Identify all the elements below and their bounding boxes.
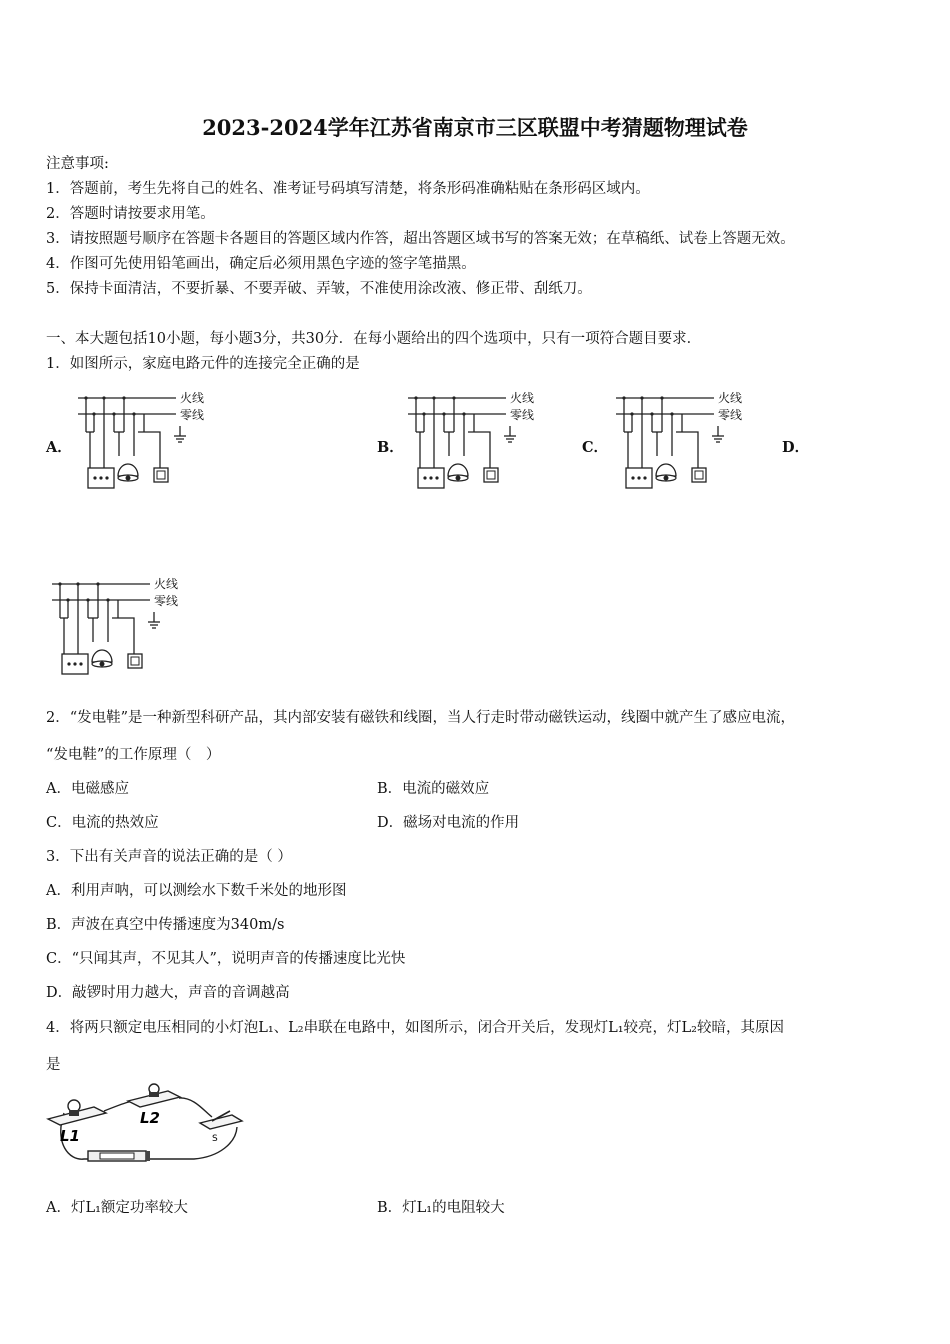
section-heading: 一、本大题包括10小题，每小题3分，共30分．在每小题给出的四个选项中，只有一项符合题目要求．: [46, 331, 702, 347]
socket-hole: [631, 476, 634, 479]
junction-dot: [122, 396, 125, 399]
lamp-bulb: [126, 476, 131, 481]
junction-dot: [452, 396, 455, 399]
lamp-shade: [118, 464, 138, 476]
junction-dot: [630, 412, 633, 415]
q1-diagram-c: [614, 386, 759, 494]
q1-diagram-a: [76, 386, 221, 494]
junction-dot: [660, 396, 663, 399]
notice-item-1: 1．答题前，考生先将自己的姓名、准考证号码填写清楚，将条形码准确粘贴在条形码区域内。: [46, 181, 650, 197]
q4-circuit-diagram: [44, 1083, 244, 1168]
socket-hole: [435, 476, 438, 479]
q1-option-b-label: B．: [377, 439, 404, 456]
q1-diagram-d: [50, 572, 195, 680]
q2-option-c: C．电流的热效应: [46, 815, 159, 831]
lamp-bulb: [664, 476, 669, 481]
q4-stem-line2: 是: [46, 1057, 61, 1073]
live-wire-label: 火线: [180, 391, 205, 405]
junction-dot: [106, 598, 109, 601]
q1-option-d-label: D．: [782, 439, 810, 456]
junction-dot: [414, 396, 417, 399]
q3-option-c: C．“只闻其声，不见其人”，说明声音的传播速度比光快: [46, 951, 406, 967]
switch-wire: [138, 432, 160, 468]
socket-hole: [637, 476, 640, 479]
neutral-wire-label: 零线: [510, 408, 535, 422]
q1-diagram-b: [406, 386, 551, 494]
switch-wire: [676, 432, 698, 468]
socket-hole: [643, 476, 646, 479]
junction-dot: [442, 412, 445, 415]
live-wire-label: 火线: [510, 391, 535, 405]
junction-dot: [422, 412, 425, 415]
socket-hole: [423, 476, 426, 479]
lamp-bulb: [100, 662, 105, 667]
notice-item-5: 5．保持卡面清洁，不要折暴、不要弄破、弄皱，不准使用涂改液、修正带、刮纸刀。: [46, 281, 592, 297]
junction-dot: [102, 396, 105, 399]
q2-stem-line1: 2．“发电鞋”是一种新型科研产品，其内部安装有磁铁和线圈，当人行走时带动磁铁运动，线圈中就产生了感应电流，: [46, 710, 796, 726]
q4-label-l1: L1: [60, 1127, 80, 1145]
socket-hole: [79, 662, 82, 665]
socket-hole: [105, 476, 108, 479]
switch-key: [131, 657, 139, 665]
junction-dot: [66, 598, 69, 601]
lamp-shade: [656, 464, 676, 476]
junction-dot: [650, 412, 653, 415]
switch-wire: [468, 432, 490, 468]
live-wire-label: 火线: [718, 391, 743, 405]
junction-dot: [96, 582, 99, 585]
q2-option-a: A．电磁感应: [46, 781, 129, 797]
notice-item-4: 4．作图可先使用铅笔画出，确定后必须用黑色字迹的签字笔描黑。: [46, 256, 476, 272]
q4-option-b: B．灯L₁的电阻较大: [377, 1200, 505, 1216]
q3-stem: 3．下出有关声音的说法正确的是（ ）: [46, 849, 292, 865]
q4-label-l2: L2: [140, 1109, 160, 1127]
q3-option-a: A．利用声呐，可以测绘水下数千米处的地形图: [46, 883, 347, 899]
q1-option-c-label: C．: [582, 439, 609, 456]
neutral-wire-label: 零线: [180, 408, 205, 422]
junction-dot: [670, 412, 673, 415]
socket-hole: [67, 662, 70, 665]
junction-dot: [432, 396, 435, 399]
junction-dot: [86, 598, 89, 601]
page-title: 2023-2024学年江苏省南京市三区联盟中考猜题物理试卷: [202, 115, 748, 140]
lamp-shade: [92, 650, 112, 662]
q2-stem-line2: “发电鞋”的工作原理（ ）: [46, 747, 221, 763]
junction-dot: [58, 582, 61, 585]
socket-hole: [99, 476, 102, 479]
socket-hole: [429, 476, 432, 479]
switch-key: [487, 471, 495, 479]
q1-option-a-label: A．: [46, 439, 72, 456]
notice-item-2: 2．答题时请按要求用笔。: [46, 206, 215, 222]
switch-key: [695, 471, 703, 479]
notice-heading: 注意事项:: [46, 156, 109, 172]
lamp-shade: [448, 464, 468, 476]
q4-label-switch: S: [212, 1134, 218, 1144]
neutral-wire-label: 零线: [154, 594, 179, 608]
q2-option-d: D．磁场对电流的作用: [377, 815, 520, 831]
lamp-bulb: [456, 476, 461, 481]
switch-key: [157, 471, 165, 479]
neutral-wire-label: 零线: [718, 408, 743, 422]
socket-hole: [73, 662, 76, 665]
junction-dot: [84, 396, 87, 399]
switch-wire: [112, 618, 134, 654]
q3-option-d: D．敲锣时用力越大，声音的音调越高: [46, 985, 290, 1001]
q4-option-a: A．灯L₁额定功率较大: [46, 1200, 188, 1216]
junction-dot: [112, 412, 115, 415]
junction-dot: [132, 412, 135, 415]
q3-option-b: B．声波在真空中传播速度为340m/s: [46, 917, 285, 933]
junction-dot: [76, 582, 79, 585]
q2-option-b: B．电流的磁效应: [377, 781, 490, 797]
q4-stem-line1: 4．将两只额定电压相同的小灯泡L₁、L₂串联在电路中，如图所示，闭合开关后，发现灯L₁较亮，灯L₂较暗，其原因: [46, 1020, 784, 1036]
junction-dot: [462, 412, 465, 415]
notice-item-3: 3．请按照题号顺序在答题卡各题目的答题区域内作答，超出答题区域书写的答案无效；在草稿纸、试卷上答题无效。: [46, 231, 795, 247]
live-wire-label: 火线: [154, 577, 179, 591]
junction-dot: [622, 396, 625, 399]
socket-hole: [93, 476, 96, 479]
junction-dot: [92, 412, 95, 415]
junction-dot: [640, 396, 643, 399]
q1-stem: 1．如图所示，家庭电路元件的连接完全正确的是: [46, 356, 360, 372]
